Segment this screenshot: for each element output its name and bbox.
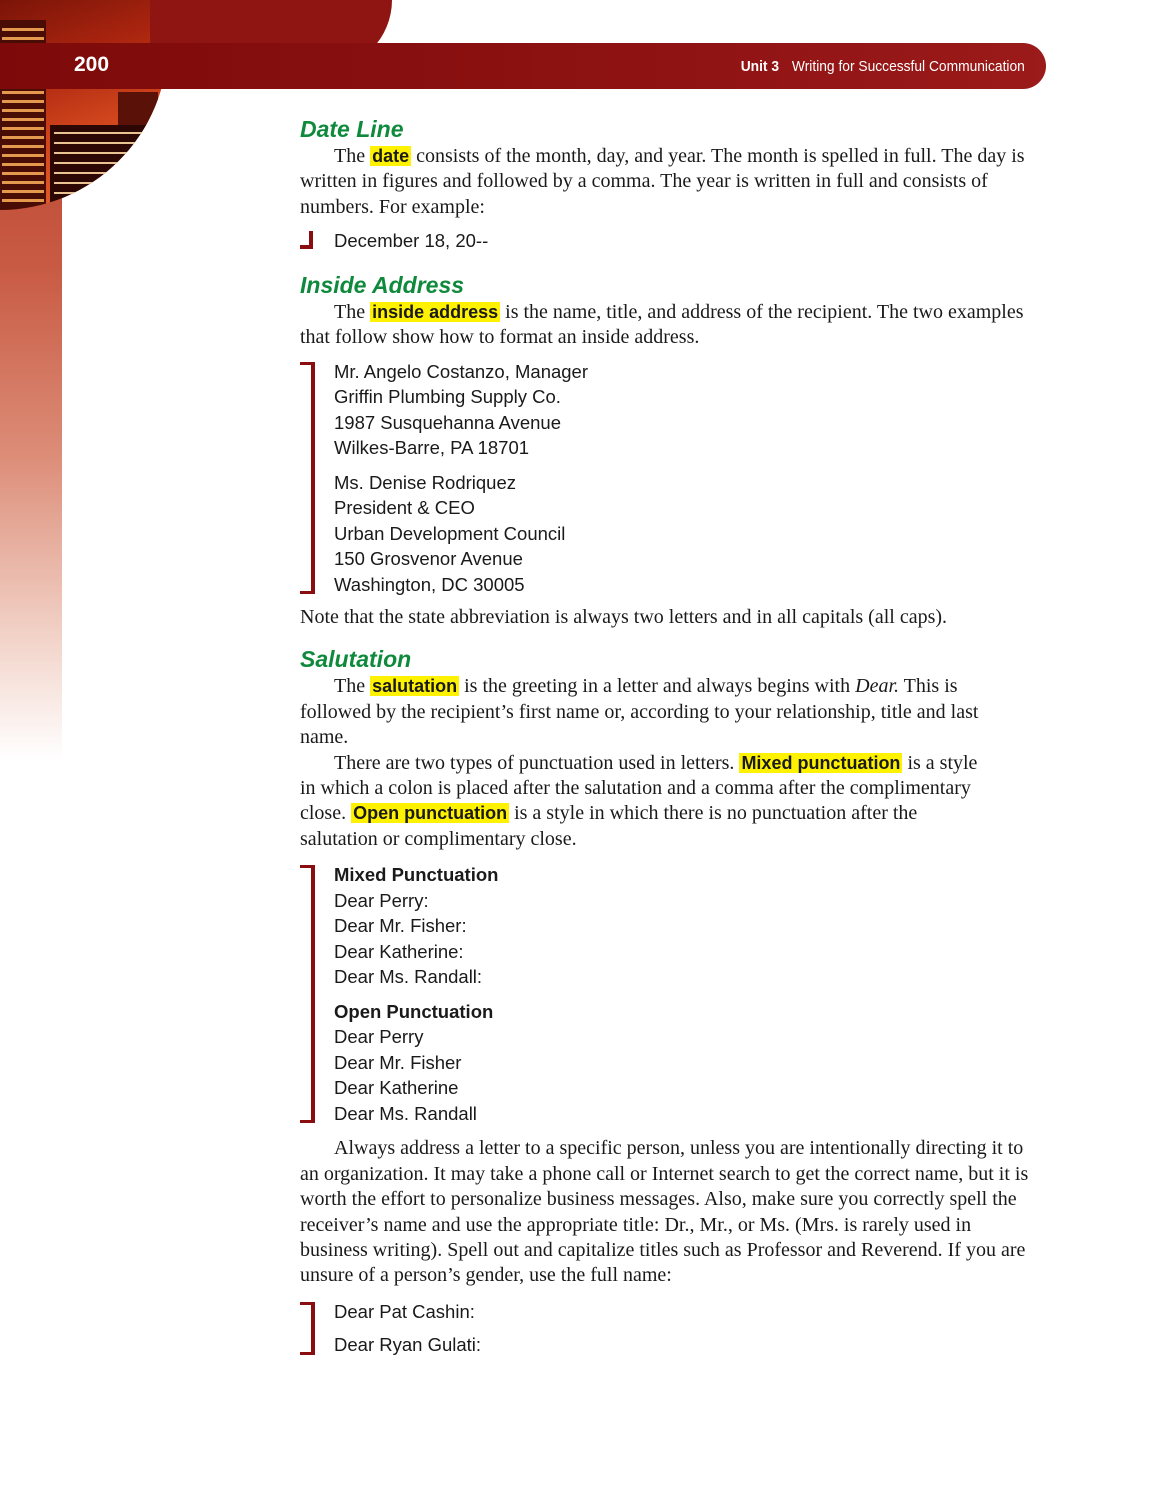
text-span: is a style in which a colon is placed after the salutation and a comma after the complimentary close.: [300, 751, 978, 825]
key-term-date: date: [372, 146, 410, 166]
text-span: The: [334, 300, 371, 323]
salutation-paragraph-2: [300, 751, 980, 853]
state-abbreviation-note: Note that the state abbreviation is always two letters and in all capitals (all caps).: [300, 606, 948, 629]
address-line: 150 Grosvenor Avenue: [334, 548, 523, 570]
salutation-paragraph-1: [300, 674, 1030, 750]
heading-salutation: Salutation: [300, 646, 412, 673]
address-line: Mr. Angelo Costanzo, Manager: [334, 360, 589, 382]
salutation-paragraph-3: Always address a letter to a specific person, unless you are intentionally directing it to an organization. It may take a phone call or Internet search to get the correct name, but it is worth the effort to personalize business messages. Also, make sure you correctly spell the receiver’s name and use the appropriate title: Dr., Mr., or Ms. (Mrs. is rarely used in business writing). Spell out and capitalize titles such as Professor and Reverend. If you are unsure of a person’s gender, use the full name:: [300, 1137, 1029, 1287]
heading-date-line: Date Line: [300, 116, 404, 142]
open-punctuation-title: Open Punctuation: [334, 1000, 494, 1022]
salutation-example: Dear Katherine:: [334, 940, 464, 962]
address-example-2: [334, 470, 1030, 598]
text-span: is the greeting in a letter and always begins with: [459, 675, 856, 698]
text-span: There are two types of punctuation used in letters.: [334, 751, 740, 774]
mixed-punctuation-title: Mixed Punctuation: [334, 864, 499, 886]
inside-address-examples: [300, 359, 1030, 598]
text-span: is a style in which there is no punctuation after the salutation or complimentary close.: [300, 802, 918, 850]
address-line: Wilkes-Barre, PA 18701: [334, 437, 530, 459]
key-term-mixed-punctuation: Mixed punctuation: [741, 752, 901, 773]
address-example-1: [334, 359, 1030, 461]
punctuation-examples: [300, 862, 1030, 1126]
text-span: The: [334, 145, 371, 167]
page-number: 200: [74, 53, 110, 76]
address-line: Washington, DC 30005: [334, 573, 525, 595]
text-span: consists of the month, day, and year. The month is spelled in full. The day is written in figures and followed by a comma. The year is written in full and consists of numbers. For example:: [300, 145, 1025, 218]
salutation-example: Dear Mr. Fisher:: [334, 915, 467, 937]
heading-inside-address: Inside Address: [300, 271, 465, 298]
key-term-salutation: salutation: [372, 676, 458, 697]
salutation-example: Dear Ms. Randall: [334, 1102, 477, 1124]
open-punctuation-group: [334, 999, 1030, 1127]
bracket-bar-icon: [300, 865, 315, 1123]
date-example: [300, 228, 1030, 254]
address-line: Griffin Plumbing Supply Co.: [334, 386, 561, 408]
italic-dear: Dear.: [855, 675, 900, 698]
building-windows-lit: [54, 132, 154, 207]
gender-neutral-examples: [300, 1299, 1030, 1358]
text-span: The: [334, 675, 371, 698]
key-term-inside-address: inside address: [372, 301, 499, 322]
salutation-example: Dear Perry: [334, 1026, 424, 1048]
salutation-example: Dear Pat Cashin:: [334, 1300, 475, 1322]
salutation-example: Dear Ryan Gulati:: [334, 1334, 482, 1356]
date-example-text: December 18, 20--: [334, 230, 489, 252]
page-content: [300, 114, 1030, 1366]
address-line: President & CEO: [334, 497, 475, 519]
text-span: is the name, title, and address of the recipient. The two examples that follow show how to format an inside address.: [300, 300, 1024, 349]
key-term-open-punctuation: Open punctuation: [353, 803, 508, 824]
bracket-bar-icon: [300, 1302, 315, 1355]
address-line: 1987 Susquehanna Avenue: [334, 411, 562, 433]
salutation-example: Dear Mr. Fisher: [334, 1051, 462, 1073]
date-line-paragraph: [300, 144, 1030, 220]
city-building-photo: [0, 0, 168, 210]
bracket-bar-icon: [300, 362, 315, 595]
salutation-example: Dear Ms. Randall:: [334, 966, 483, 988]
salutation-example: Dear Perry:: [334, 889, 429, 911]
text-span: This is followed by the recipient’s first name or, according to your relationship, title and last name.: [300, 675, 979, 749]
unit-title: Writing for Successful Communication: [792, 58, 1025, 75]
bracket-marker-icon: [300, 231, 313, 249]
address-line: Urban Development Council: [334, 522, 566, 544]
unit-label: Unit 3: [740, 58, 780, 75]
inside-address-paragraph: [300, 300, 1030, 351]
mixed-punctuation-group: [334, 862, 1030, 990]
salutation-example: Dear Katherine: [334, 1077, 459, 1099]
address-line: Ms. Denise Rodriquez: [334, 471, 516, 493]
running-head: [741, 58, 1025, 75]
